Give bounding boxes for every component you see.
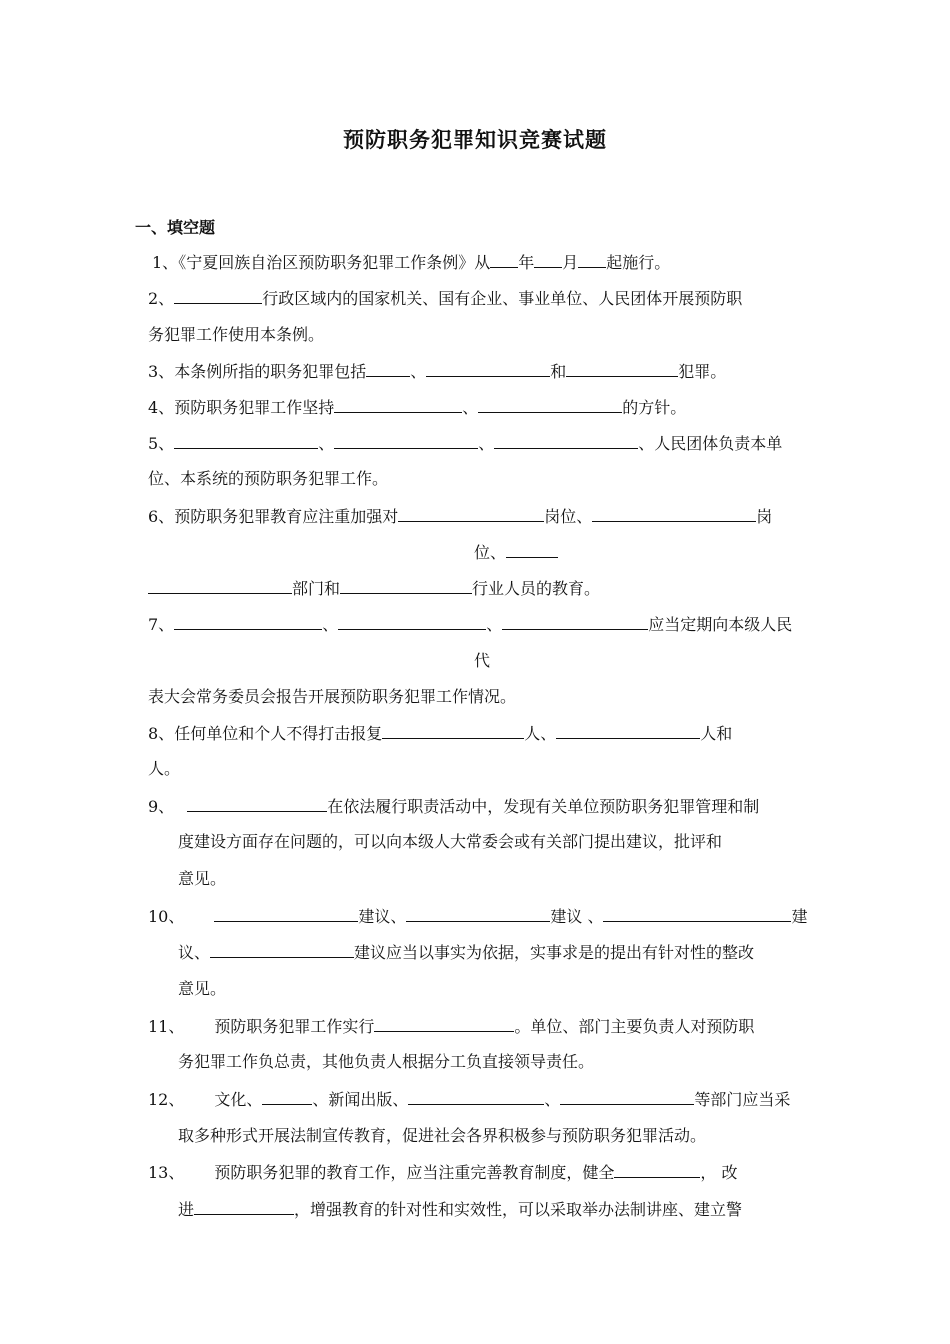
- question-13-line-2: 进 ，增强教育的针对性和实效性，可以采取举办法制讲座、建立警: [178, 1200, 743, 1219]
- blank[interactable]: [334, 397, 462, 413]
- blank[interactable]: [366, 361, 410, 377]
- question-9-line-2: 度建设方面存在问题的，可以向本级人大常委会或有关部门提出建议，批评和: [178, 832, 723, 851]
- question-7-line-3: 表大会常务委员会报告开展预防职务犯罪工作情况。: [148, 687, 517, 706]
- question-7-line-2: 代: [474, 651, 491, 670]
- question-9-line-1: 9、 在依法履行职责活动中，发现有关单位预防职务犯罪管理和制: [148, 797, 760, 816]
- blank[interactable]: [262, 1089, 312, 1105]
- blank[interactable]: [194, 1199, 294, 1215]
- question-12-line-2: 取多种形式开展法制宣传教育，促进社会各界积极参与预防职务犯罪活动。: [178, 1126, 707, 1145]
- question-11-line-2: 务犯罪工作负总责，其他负责人根据分工负直接领导责任。: [178, 1052, 595, 1071]
- section-heading: 一、填空题: [135, 218, 216, 237]
- blank[interactable]: [506, 542, 558, 558]
- blank[interactable]: [614, 1162, 700, 1178]
- question-2-line-2: 务犯罪工作使用本条例。: [148, 325, 325, 344]
- question-10-line-1: 10、 建议、 建议 、 建: [148, 907, 808, 926]
- blank[interactable]: [556, 723, 700, 739]
- blank[interactable]: [334, 433, 478, 449]
- blank[interactable]: [340, 578, 472, 594]
- blank[interactable]: [603, 906, 791, 922]
- blank[interactable]: [592, 506, 756, 522]
- blank[interactable]: [210, 942, 354, 958]
- question-9-line-3: 意见。: [178, 869, 227, 888]
- blank[interactable]: [494, 433, 638, 449]
- blank[interactable]: [566, 361, 678, 377]
- question-7-line-1: 7、 、 、 应当定期向本级人民: [148, 615, 793, 634]
- question-8-line-2: 人。: [148, 759, 181, 778]
- blank[interactable]: [398, 506, 544, 522]
- blank[interactable]: [187, 796, 327, 812]
- question-6-line-2: 位、: [474, 542, 558, 563]
- blank[interactable]: [174, 614, 322, 630]
- question-10-line-3: 意见。: [178, 979, 227, 998]
- blank[interactable]: [502, 614, 648, 630]
- blank[interactable]: [490, 252, 518, 268]
- page-title: 预防职务犯罪知识竞赛试题: [343, 128, 607, 152]
- blank[interactable]: [338, 614, 486, 630]
- blank[interactable]: [382, 723, 524, 739]
- blank[interactable]: [426, 361, 550, 377]
- question-1-line-1: 1、《宁夏回族自治区预防职务犯罪工作条例》从 年 月 起施行。: [152, 253, 671, 272]
- blank[interactable]: [214, 906, 358, 922]
- question-13-line-1: 13、 预防职务犯罪的教育工作，应当注重完善教育制度，健全 ， 改: [148, 1163, 738, 1182]
- blank[interactable]: [478, 397, 622, 413]
- question-5-line-2: 位、本系统的预防职务犯罪工作。: [148, 469, 389, 488]
- blank[interactable]: [408, 1089, 544, 1105]
- blank[interactable]: [148, 578, 292, 594]
- blank[interactable]: [534, 252, 562, 268]
- question-6-line-3: 部门和 行业人员的教育。: [148, 578, 600, 599]
- question-10-line-2: 议、 建议应当以事实为依据，实事求是的提出有针对性的整改: [178, 943, 755, 962]
- blank[interactable]: [374, 1016, 514, 1032]
- blank[interactable]: [174, 433, 318, 449]
- question-8-line-1: 8、任何单位和个人不得打击报复 人、 人和: [148, 724, 733, 743]
- blank[interactable]: [560, 1089, 694, 1105]
- blank[interactable]: [174, 288, 262, 304]
- blank[interactable]: [406, 906, 550, 922]
- question-4-line-1: 4、预防职务犯罪工作坚持 、 的方针。: [148, 398, 687, 417]
- question-12-line-1: 12、 文化、 、新闻出版、 、 等部门应当采: [148, 1090, 791, 1109]
- question-6-line-1: 6、预防职务犯罪教育应注重加强对 岗位、 岗: [148, 507, 773, 526]
- question-5-line-1: 5、 、 、 、人民团体负责本单: [148, 434, 783, 453]
- blank[interactable]: [578, 252, 606, 268]
- question-2-line-1: 2、 行政区域内的国家机关、国有企业、事业单位、人民团体开展预防职: [148, 289, 743, 308]
- question-3-line-1: 3、本条例所指的职务犯罪包括 、 和 犯罪。: [148, 362, 727, 381]
- question-11-line-1: 11、 预防职务犯罪工作实行 。单位、部门主要负责人对预防职: [148, 1017, 755, 1036]
